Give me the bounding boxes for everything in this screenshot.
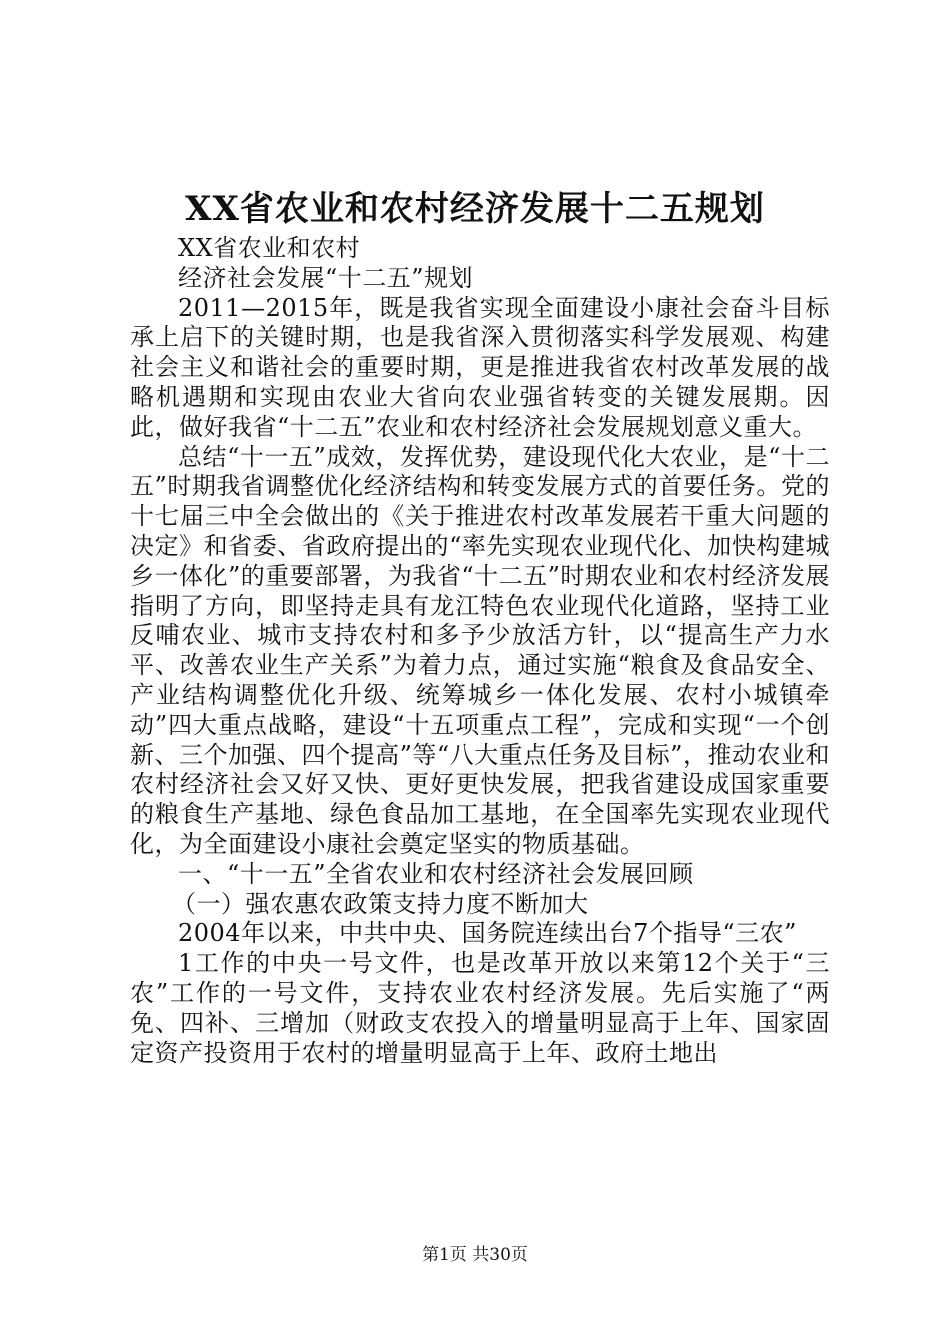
page-footer: 第1页 共30页 [422, 1245, 528, 1265]
section-heading: 一、“十一五”全省农业和农村经济社会发展回顾 [178, 859, 694, 888]
document-title: XX省农业和农村经济发展十二五规划 [185, 189, 765, 229]
subtitle-line-2: 经济社会发展“十二五”规划 [178, 263, 474, 292]
subtitle-line-1: XX省农业和农村 [178, 234, 361, 262]
paragraph-intro: 2011—2015年，既是我省实现全面建设小康社会奋斗目标承上启下的关键时期，也是我省深入贯彻落实科学发展观、构建社会主义和谐社会的重要时期，更是推进我省农村改革发展的战略机遇期和实现由农业大省向农业强省转变的关键发展期。因此，做好我省“十二五”农业和农村经济社会发展规划意义重大。 [130, 293, 830, 441]
document-body [130, 234, 830, 1068]
paragraph-policy-continued: 1工作的中央一号文件，也是改革开放以来第12个关于“三农”工作的一号文件，支持农业农村经济发展。先后实施了“两免、四补、三增加（财政支农投入的增量明显高于上年、国家固定资产投资用于农村的增量明显高于上年、政府土地出 [130, 949, 830, 1067]
paragraph-policy: 2004年以来，中共中央、国务院连续出台7个指导“三农” [178, 919, 797, 948]
subsection-heading: （一）强农惠农政策支持力度不断加大 [172, 889, 589, 918]
paragraph-summary: 总结“十一五”成效，发挥优势，建设现代化大农业，是“十二五”时期我省调整优化经济结构和转变发展方式的首要任务。党的十七届三中全会做出的《关于推进农村改革发展若干重大问题的决定》和省委、省政府提出的“率先实现农业现代化、加快构建城乡一体化”的重要部署，为我省“十二五”时期农业和农村经济发展指明了方向，即坚持走具有龙江特色农业现代化道路，坚持工业反哺农业、城市支持农村和多予少放活方针，以“提高生产力水平、改善农业生产关系”为着力点，通过实施“粮食及食品安全、产业结构调整优化升级、统筹城乡一体化发展、农村小城镇牵动”四大重点战略，建设“十五项重点工程”，完成和实现“一个创新、三个加强、四个提高”等“八大重点任务及目标”，推动农业和农村经济社会又好又快、更好更快发展，把我省建设成国家重要的粮食生产基地、绿色食品加工基地，在全国率先实现农业现代化，为全面建设小康社会奠定坚实的物质基础。 [130, 442, 830, 858]
